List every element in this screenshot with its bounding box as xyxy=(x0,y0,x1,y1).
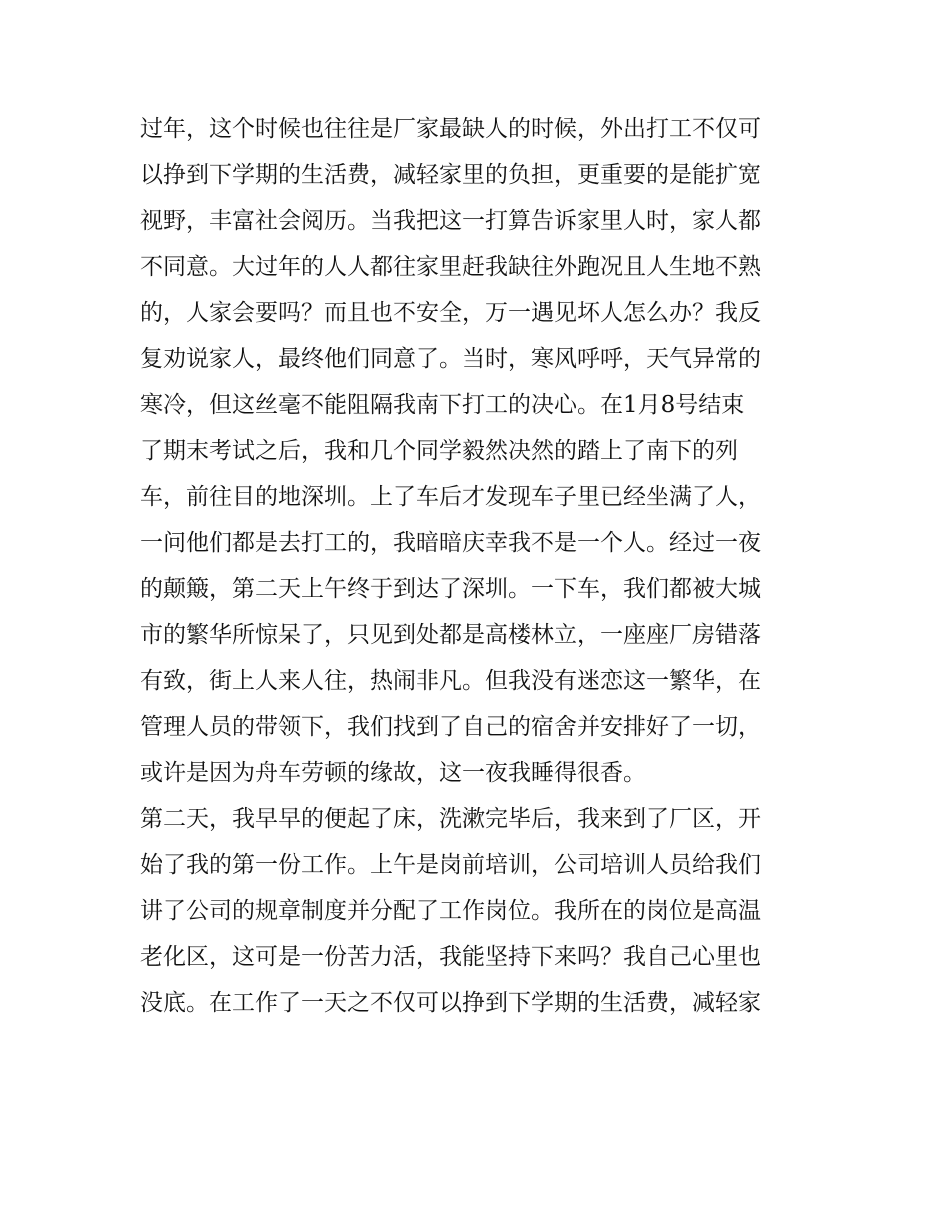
text-line: 以挣到下学期的生活费，减轻家里的负担，更重要的是能扩宽 xyxy=(140,162,761,188)
text-line: 的颠簸，第二天上午终于到达了深圳。一下车，我们都被大城 xyxy=(140,576,761,602)
text-line: 始了我的第一份工作。上午是岗前培训，公司培训人员给我们 xyxy=(140,852,761,878)
text-line: 没底。在工作了一天之不仅可以挣到下学期的生活费，减轻家 xyxy=(140,990,761,1016)
text-line: 有致，街上人来人往，热闹非凡。但我没有迷恋这一繁华，在 xyxy=(140,668,761,694)
text-line: 视野，丰富社会阅历。当我把这一打算告诉家里人时，家人都 xyxy=(140,208,761,234)
text-line: 一问他们都是去打工的，我暗暗庆幸我不是一个人。经过一夜 xyxy=(140,530,761,556)
text-line: 管理人员的带领下，我们找到了自己的宿舍并安排好了一切， xyxy=(140,714,761,740)
body-text xyxy=(140,106,820,1026)
text-line: 寒冷，但这丝毫不能阻隔我南下打工的决心。在1月8号结束 xyxy=(140,392,745,418)
text-line: 或许是因为舟车劳顿的缘故，这一夜我睡得很香。 xyxy=(140,760,646,786)
text-line: 复劝说家人，最终他们同意了。当时，寒风呼呼，天气异常的 xyxy=(140,346,761,372)
text-line: 市的繁华所惊呆了，只见到处都是高楼林立，一座座厂房错落 xyxy=(140,622,761,648)
text-line: 不同意。大过年的人人都往家里赶我缺往外跑况且人生地不熟 xyxy=(140,254,761,280)
text-line: 老化区，这可是一份苦力活，我能坚持下来吗？我自己心里也 xyxy=(140,944,761,970)
text-line: 第二天，我早早的便起了床，洗漱完毕后，我来到了厂区，开 xyxy=(140,806,761,832)
text-line: 过年，这个时候也往往是厂家最缺人的时候，外出打工不仅可 xyxy=(140,116,761,142)
text-line: 的，人家会要吗？而且也不安全，万一遇见坏人怎么办？我反 xyxy=(140,300,761,326)
text-line: 讲了公司的规章制度并分配了工作岗位。我所在的岗位是高温 xyxy=(140,898,761,924)
text-line: 了期末考试之后，我和几个同学毅然决然的踏上了南下的列 xyxy=(140,438,738,464)
text-line: 车，前往目的地深圳。上了车后才发现车子里已经坐满了人， xyxy=(140,484,761,510)
